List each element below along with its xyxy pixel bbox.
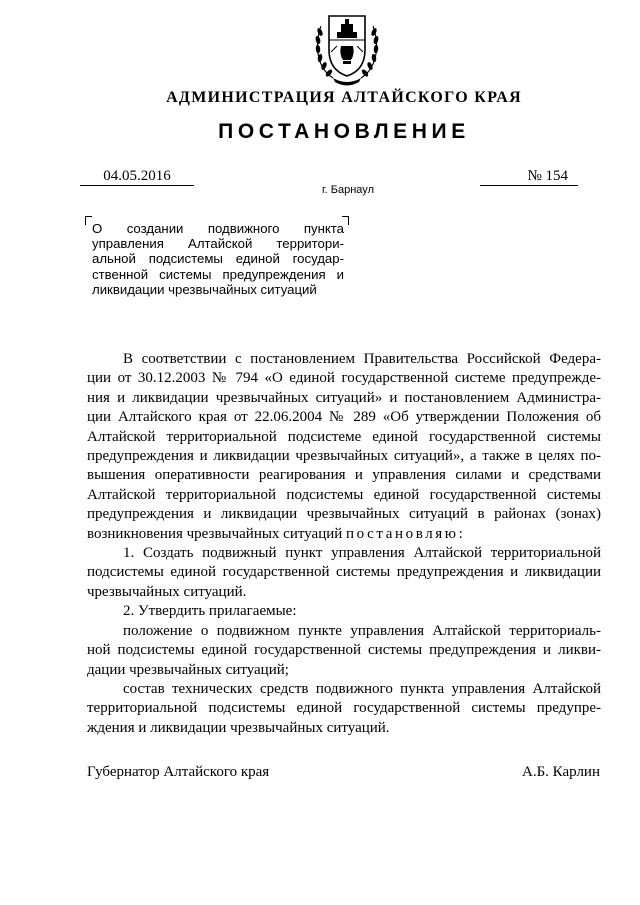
item-2-line: ждения и ликвидации чрезвычайных ситуаций. [87, 719, 390, 736]
preamble-line: возникновения чрезвычайных ситуаций [87, 525, 343, 542]
signatory-name: А.Б. Карлин [521, 764, 600, 780]
item-2-line: 2. Утвердить прилагаемые: [123, 603, 297, 620]
organization-title: АДМИНИСТРАЦИЯ АЛТАЙСКОГО КРАЯ [166, 89, 522, 106]
subject-corner-left [85, 216, 92, 225]
preamble-line: ции Алтайского края от 22.06.2004 № 289 «Об утверждении Положения об [87, 409, 601, 426]
item-2-line: ной подсистемы единой государственной системы предупреждения и ликви- [87, 642, 601, 659]
subject-line: О создании подвижного пункта [92, 221, 344, 236]
preamble-line: предупреждения и ликвидации чрезвычайных ситуаций», а также в целях по- [87, 448, 601, 465]
item-2-line: дации чрезвычайных ситуаций; [87, 661, 289, 678]
document-subject [92, 221, 344, 297]
item-1-line: 1. Создать подвижный пункт управления Алтайской территориальной [123, 545, 601, 562]
document-type-title: ПОСТАНОВЛЕНИЕ [218, 120, 470, 143]
preamble-line: Алтайской территориальной подсистеме единой государственной системы [87, 428, 601, 445]
preamble-line: ции от 30.12.2003 № 794 «О единой государственной системе предупрежде- [87, 370, 601, 387]
preamble-line: вышения оперативности реагирования и управления силами и средствами [87, 467, 601, 484]
item-1-line: подсистемы единой государственной системы предупреждения и ликвидации [87, 564, 601, 581]
subject-line: ликвидации чрезвычайных ситуаций [92, 281, 317, 297]
resolve-word: постановляю: [346, 525, 466, 542]
preamble-line: Алтайской территориальной подсистемы единой государственной системы [87, 486, 601, 503]
subject-line: ственной системы предупреждения и [92, 266, 344, 282]
item-2-line: положение о подвижном пункте управления Алтайской территориаль- [123, 622, 601, 639]
document-date: 04.05.2016 [80, 168, 194, 186]
item-1-line: чрезвычайных ситуаций. [87, 583, 247, 600]
city-label: г. Барнаул [322, 184, 374, 196]
preamble-line: предупреждения и ликвидации чрезвычайных ситуаций в районах (зонах) [87, 506, 601, 523]
coat-of-arms-icon [311, 6, 383, 88]
preamble-final-line [87, 525, 601, 544]
item-2-line: территориальной подсистемы единой государственной системы предупре- [87, 700, 601, 717]
subject-line: альной подсистемы единой государ- [92, 251, 344, 267]
document-body [87, 350, 601, 738]
item-2-line: состав технических средств подвижного пункта управления Алтайской [123, 680, 601, 697]
signatory-position: Губернатор Алтайского края [87, 764, 270, 780]
document-number: № 154 [480, 168, 578, 186]
preamble-line: ния и ликвидации чрезвычайных ситуаций» и постановлением Администра- [87, 389, 601, 406]
preamble-line: В соответствии с постановлением Правительства Российской Федера- [123, 351, 601, 367]
subject-line: управления Алтайской территори- [92, 236, 344, 252]
